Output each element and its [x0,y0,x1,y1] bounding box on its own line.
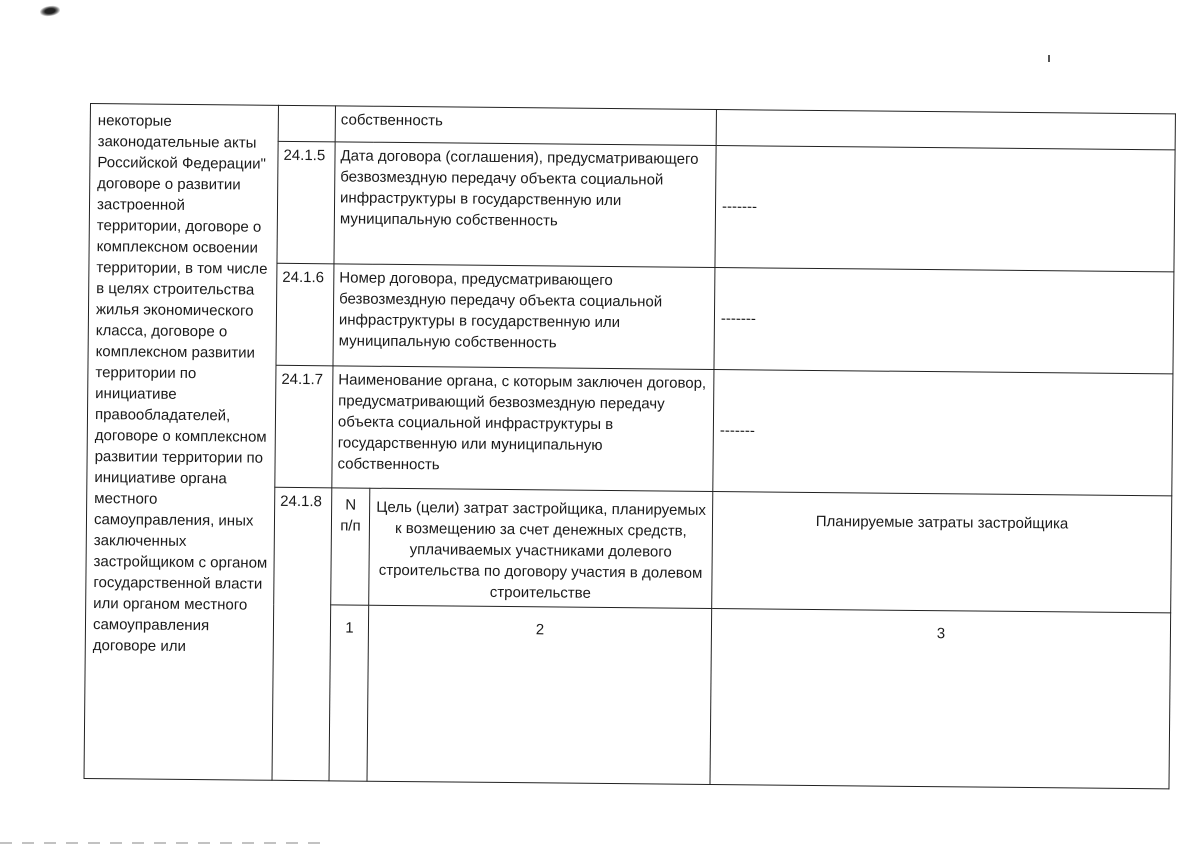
row-description: собственность [335,106,716,146]
document-table [84,103,1176,789]
row-number: 24.1.7 [275,365,333,488]
row-number: 24.1.8 [272,487,332,781]
column-number-cell: 3 [710,608,1171,788]
row-description: Номер договора, предусматривающего безвозмездную передачу объекта социальной инфраструктуры в государственную или муниципальную собственность [333,264,715,370]
row-value: ------- [713,370,1173,496]
row-value: ------- [714,268,1174,374]
scan-artifact [1048,55,1050,62]
row-number [278,105,335,142]
row-value [716,110,1175,150]
table-row [90,104,1175,150]
row-number: 24.1.6 [276,263,334,366]
scan-artifact [39,5,60,18]
row-description: Дата договора (соглашения), предусматривающего безвозмездную передачу объекта социальной инфраструктуры в государственную или муниципальную собственность [334,142,716,268]
subheader-costs: Планируемые затраты застройщика [712,491,1172,612]
row-value: ------- [715,146,1175,272]
left-merged-cell: некоторые законодательные акты Российской Федерации" договоре о развитии застроенной территории, договоре о комплексном освоении территории, в том числе в целях строительства жилья экономического класса, договоре о комплексном развитии территории по инициативе правообладателей, договоре о комплексном развитии территории по инициативе органа местного самоуправления, иных заключенных застройщиком с органом государственной власти или органом местного самоуправления договоре или [84,104,278,781]
subheader-goal: Цель (цели) затрат застройщика, планируемых к возмещению за счет денежных средств, уплачиваемых участниками долевого строительства по договору участия в долевом строительстве [369,488,713,608]
row-description: Наименование органа, с которым заключен договор, предусматривающий безвозмездную передачу объекта социальной инфраструктуры в государственную или муниципальную собственность [332,366,714,492]
scan-artifact [0,842,330,844]
column-number-cell: 2 [367,605,712,784]
subheader-np: N п/п [331,488,370,605]
column-number-cell: 1 [329,605,369,781]
row-number: 24.1.5 [277,141,335,264]
